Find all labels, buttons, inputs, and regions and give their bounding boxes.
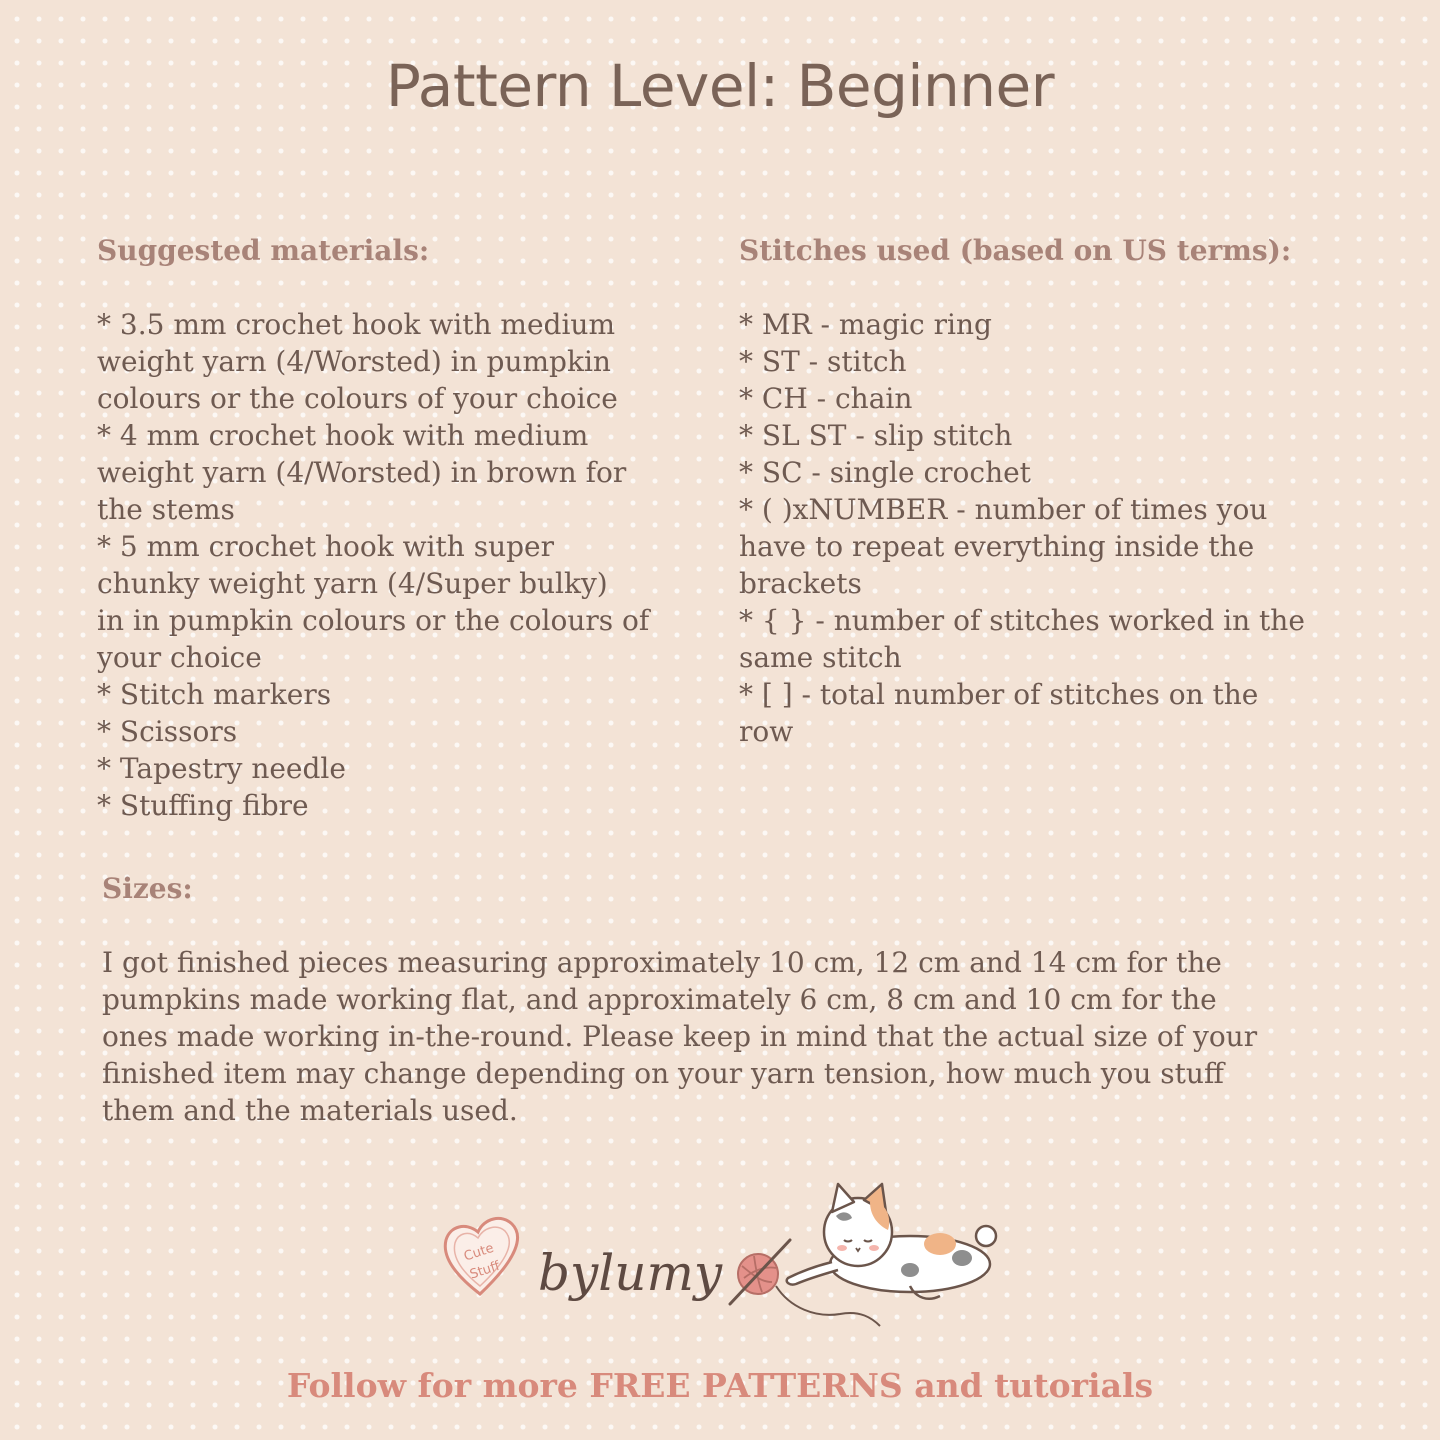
materials-line: * 3.5 mm crochet hook with medium <box>97 308 615 341</box>
sizes-line: finished item may change depending on your yarn tension, how much you stuff <box>102 1057 1224 1090</box>
materials-line: your choice <box>97 641 262 674</box>
materials-line: * Scissors <box>97 715 238 748</box>
stitches-line: brackets <box>739 567 862 600</box>
materials-line: colours or the colours of your choice <box>97 382 618 415</box>
stitches-line: row <box>739 715 794 748</box>
badge-text-bottom: Stuff <box>468 1258 502 1283</box>
stitches-line: * ( )xNUMBER - number of times you <box>739 493 1268 526</box>
cat-illustration <box>787 1184 996 1299</box>
materials-line: in in pumpkin colours or the colours of <box>97 604 650 637</box>
materials-line: weight yarn (4/Worsted) in brown for <box>97 456 627 489</box>
materials-line: the stems <box>97 493 235 526</box>
bylumy-logo <box>440 1178 1000 1338</box>
materials-line: chunky weight yarn (4/Super bulky) <box>97 567 608 600</box>
sizes-line: ones made working in-the-round. Please keep in mind that the actual size of your <box>102 1020 1258 1053</box>
brand-wordmark: bylumy <box>538 1244 723 1302</box>
stitches-line: * ST - stitch <box>739 345 907 378</box>
materials-line: weight yarn (4/Worsted) in pumpkin <box>97 345 611 378</box>
materials-line: * Tapestry needle <box>97 752 346 785</box>
stitches-line: same stitch <box>739 641 902 674</box>
materials-line: * Stitch markers <box>97 678 332 711</box>
footer-cta: Follow for more FREE PATTERNS and tutorials <box>286 1366 1154 1405</box>
page-title: Pattern Level: Beginner <box>385 52 1055 120</box>
sizes-line: I got finished pieces measuring approximately 10 cm, 12 cm and 14 cm for the <box>102 946 1222 979</box>
sizes-section <box>102 870 1362 1129</box>
stitches-line: * [ ] - total number of stitches on the <box>739 678 1259 711</box>
stitches-line: * CH - chain <box>739 382 913 415</box>
stitches-line: * MR - magic ring <box>739 308 992 341</box>
sizes-line: pumpkins made working flat, and approximately 6 cm, 8 cm and 10 cm for the <box>102 983 1217 1016</box>
stitches-line: * SL ST - slip stitch <box>739 419 1013 452</box>
materials-line: * 5 mm crochet hook with super <box>97 530 554 563</box>
stitches-line: * SC - single crochet <box>739 456 1031 489</box>
stitches-section <box>739 232 1379 750</box>
sizes-line: them and the materials used. <box>102 1094 518 1127</box>
sizes-heading: Sizes: <box>102 872 193 905</box>
materials-line: * 4 mm crochet hook with medium <box>97 419 589 452</box>
stitches-line: have to repeat everything inside the <box>739 530 1255 563</box>
materials-heading: Suggested materials: <box>97 234 430 267</box>
stitches-line: * { } - number of stitches worked in the <box>739 604 1305 637</box>
badge-text-top: Cute <box>462 1240 496 1265</box>
stitches-heading: Stitches used (based on US terms): <box>739 234 1292 267</box>
materials-section <box>97 232 717 824</box>
materials-line: * Stuffing fibre <box>97 789 309 822</box>
